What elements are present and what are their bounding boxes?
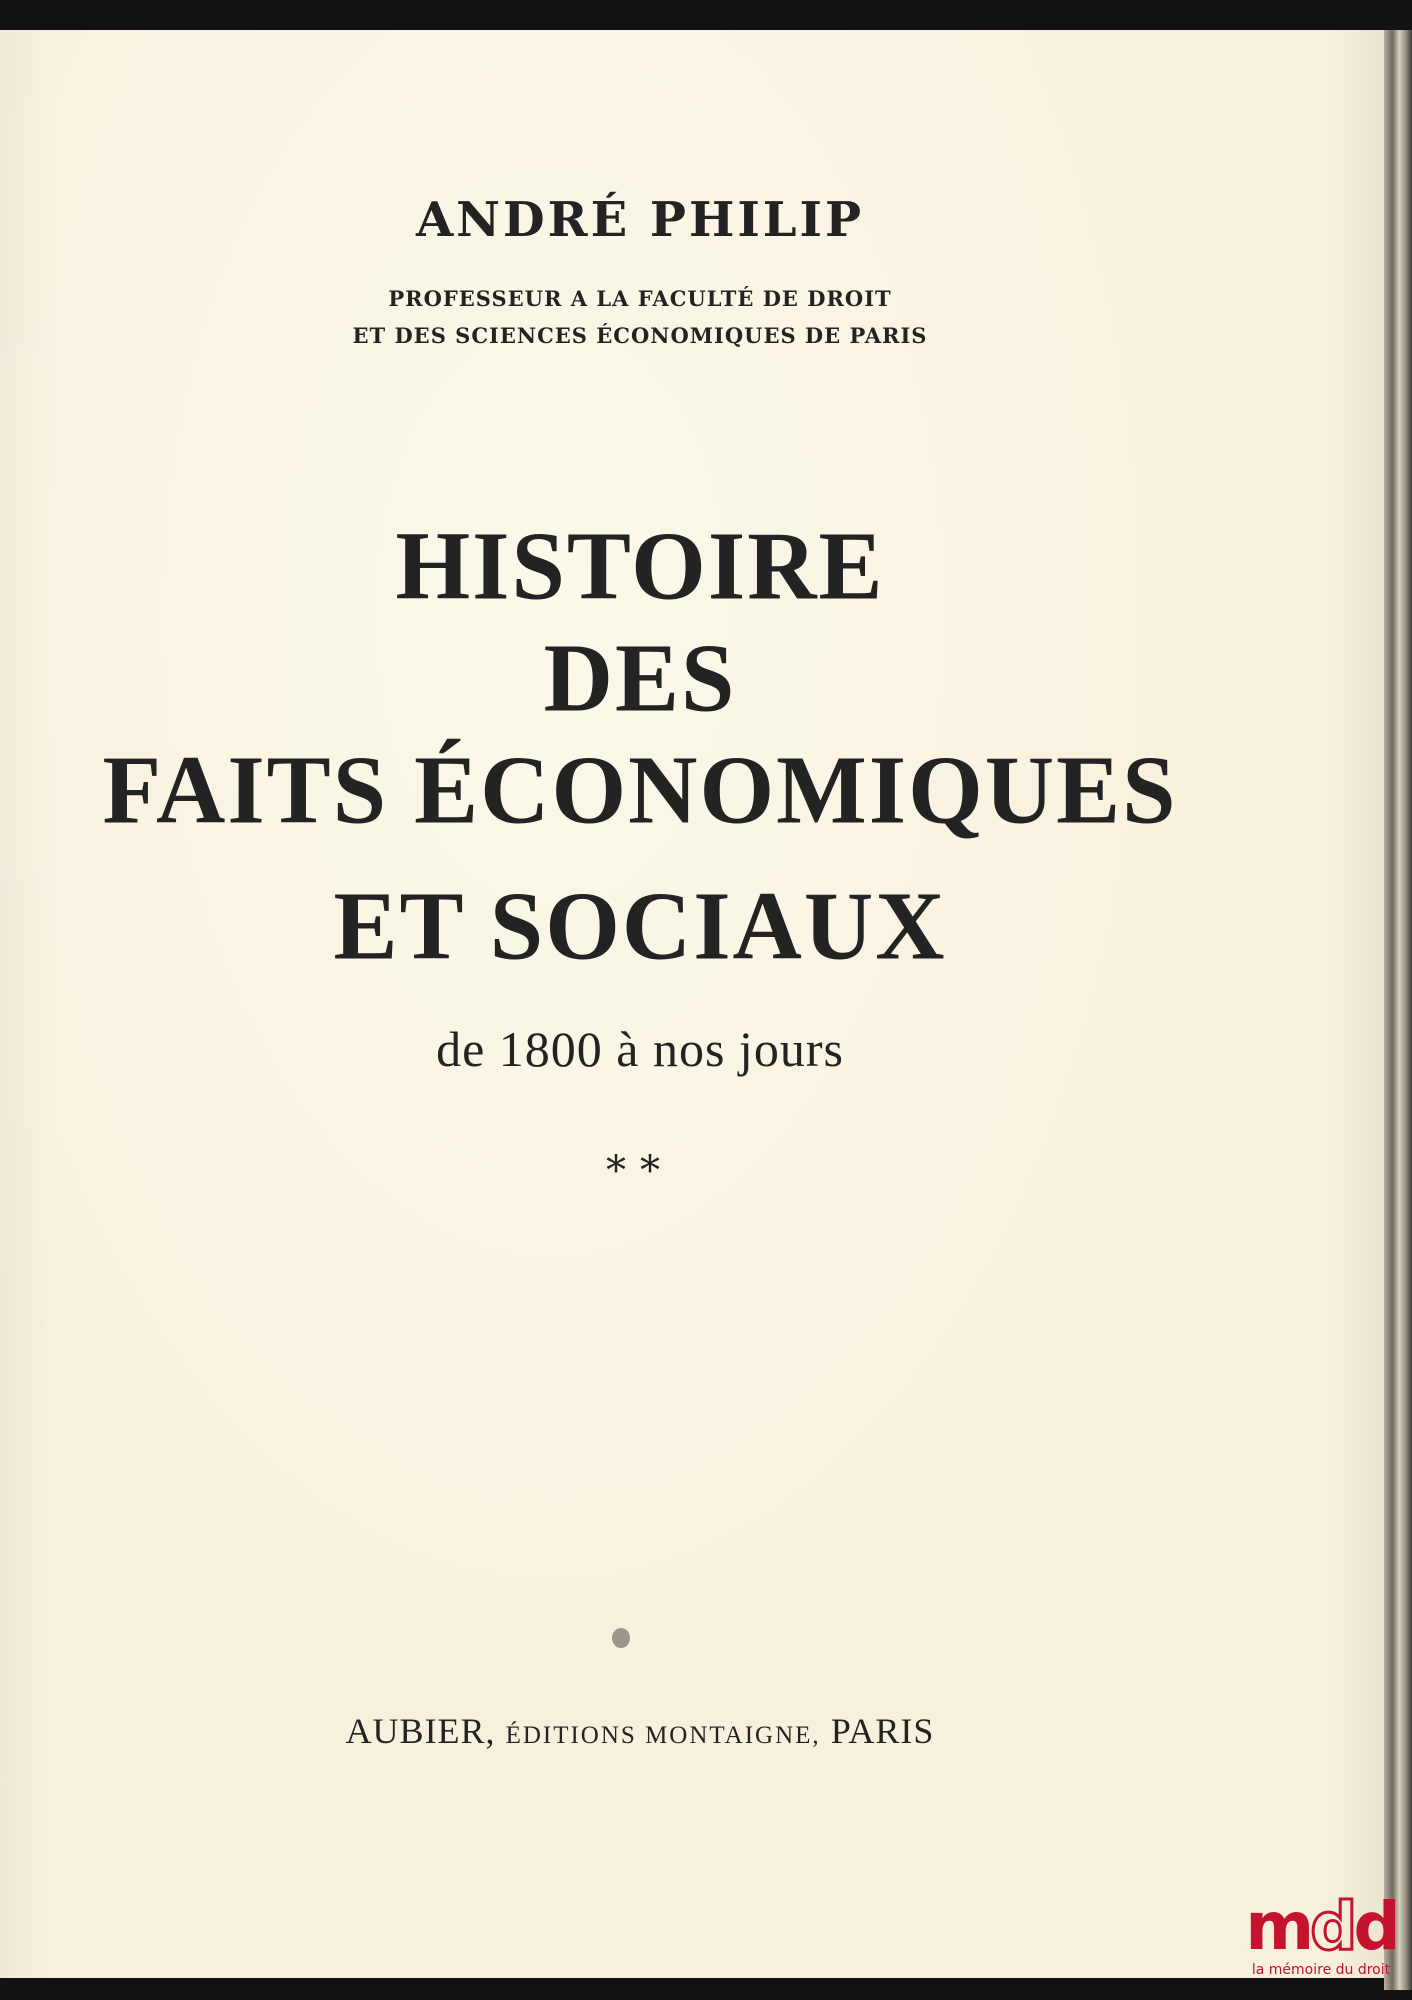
volume-mark: ** bbox=[606, 1148, 674, 1194]
publisher-city: PARIS bbox=[830, 1711, 935, 1751]
mdd-logo-tagline: la mémoire du droit bbox=[1251, 1962, 1391, 1978]
publisher-line bbox=[0, 1710, 1280, 1752]
title-line-2: DES bbox=[543, 622, 737, 733]
mdd-logo bbox=[1236, 1888, 1406, 1998]
title-line-3: FAITS ÉCONOMIQUES bbox=[102, 734, 1178, 845]
mdd-logo-mark: mdd bbox=[1245, 1888, 1397, 1965]
title-line-4: ET SOCIAUX bbox=[333, 870, 947, 981]
title-line-1: HISTOIRE bbox=[395, 510, 885, 621]
publisher-name: AUBIER, bbox=[345, 1711, 496, 1751]
author-affiliation-line-2: ET DES SCIENCES ÉCONOMIQUES DE PARIS bbox=[352, 323, 928, 348]
book-page-edge bbox=[1384, 30, 1412, 1990]
printer-dot bbox=[612, 1628, 630, 1648]
publisher-editions: ÉDITIONS MONTAIGNE, bbox=[505, 1722, 821, 1749]
title-page bbox=[0, 30, 1384, 1978]
author-name: ANDRÉ PHILIP bbox=[415, 192, 865, 248]
author-affiliation-line-1: PROFESSEUR A LA FACULTÉ DE DROIT bbox=[388, 286, 892, 311]
subtitle: de 1800 à nos jours bbox=[436, 1021, 844, 1077]
